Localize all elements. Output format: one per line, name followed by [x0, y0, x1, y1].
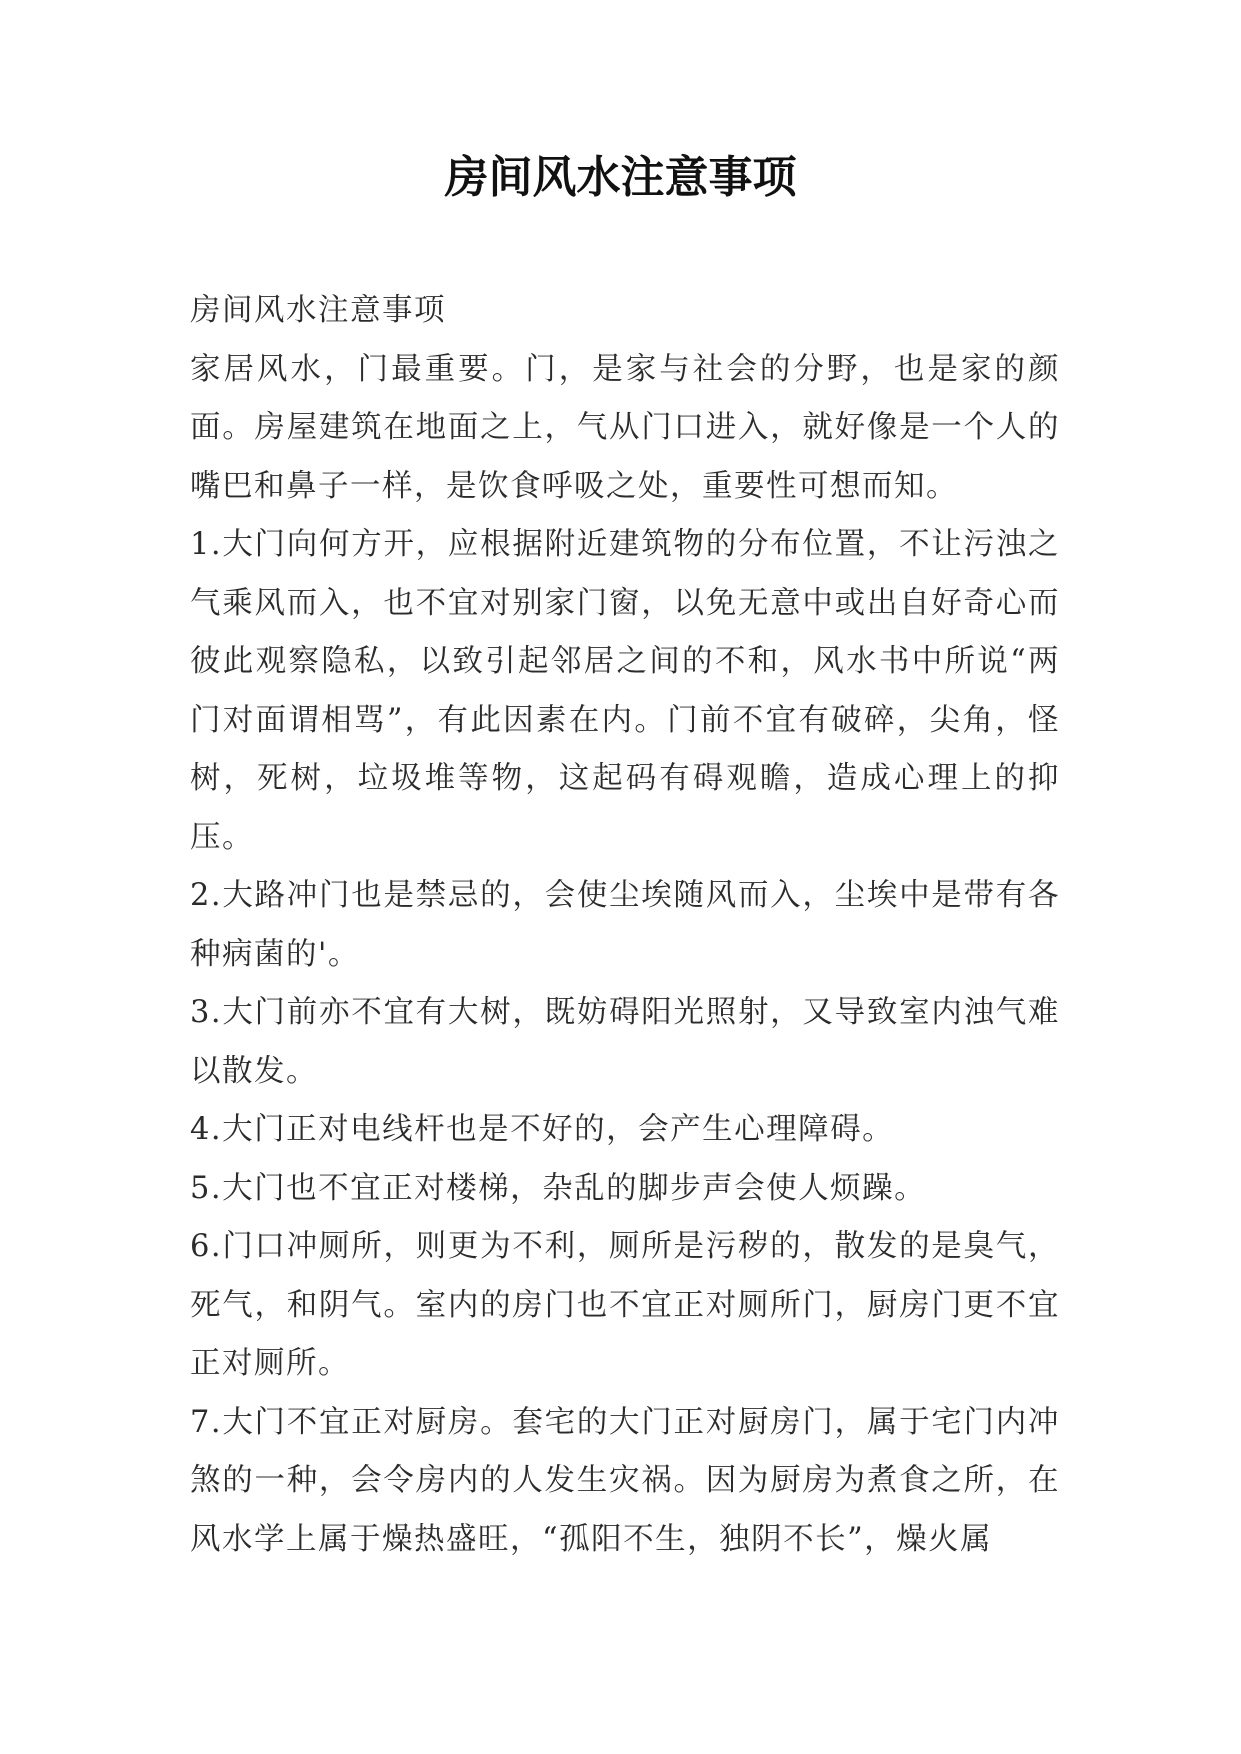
paragraph-item-3: 3.大门前亦不宜有大树，既妨碍阳光照射，又导致室内浊气难以散发。: [190, 995, 1060, 1089]
document-body: [190, 282, 1060, 1569]
paragraph-item-7: 7.大门不宜正对厨房。套宅的大门正对厨房门，属于宅门内冲煞的一种，会令房内的人发生灾祸。因为厨房为煮食之所，在风水学上属于燥热盛旺，“孤阳不生，独阴不长”，燥火属: [190, 1404, 1060, 1557]
paragraph-item-6: 6.门口冲厕所，则更为不利，厕所是污秽的，散发的是臭气，死气，和阴气。室内的房门也不宜正对厕所门，厨房门更不宜正对厕所。: [190, 1229, 1060, 1381]
paragraph-intro: 家居风水，门最重要。门，是家与社会的分野，也是家的颜面。房屋建筑在地面之上，气从门口进入，就好像是一个人的嘴巴和鼻子一样，是饮食呼吸之处，重要性可想而知。: [190, 351, 1060, 504]
paragraph-item-1: 1.大门向何方开，应根据附近建筑物的分布位置，不让污浊之气乘风而入，也不宜对别家门窗，以免无意中或出自好奇心而彼此观察隐私，以致引起邻居之间的不和，风水书中所说“两门对面谓相骂”，有此因素在内。门前不宜有破碎，尖角，怪树，死树，垃圾堆等物，这起码有碍观瞻，造成心理上的抑压。: [190, 527, 1060, 855]
paragraph-item-5: 5.大门也不宜正对楼梯，杂乱的脚步声会使人烦躁。: [190, 1170, 927, 1206]
paragraph-item-4: 4.大门正对电线杆也是不好的，会产生心理障碍。: [190, 1112, 895, 1147]
paragraph-item-2: 2.大路冲门也是禁忌的，会使尘埃随风而入，尘埃中是带有各种病菌的'。: [190, 878, 1060, 972]
paragraph-subtitle: 房间风水注意事项: [190, 293, 446, 328]
document-title: 房间风水注意事项: [444, 152, 797, 203]
